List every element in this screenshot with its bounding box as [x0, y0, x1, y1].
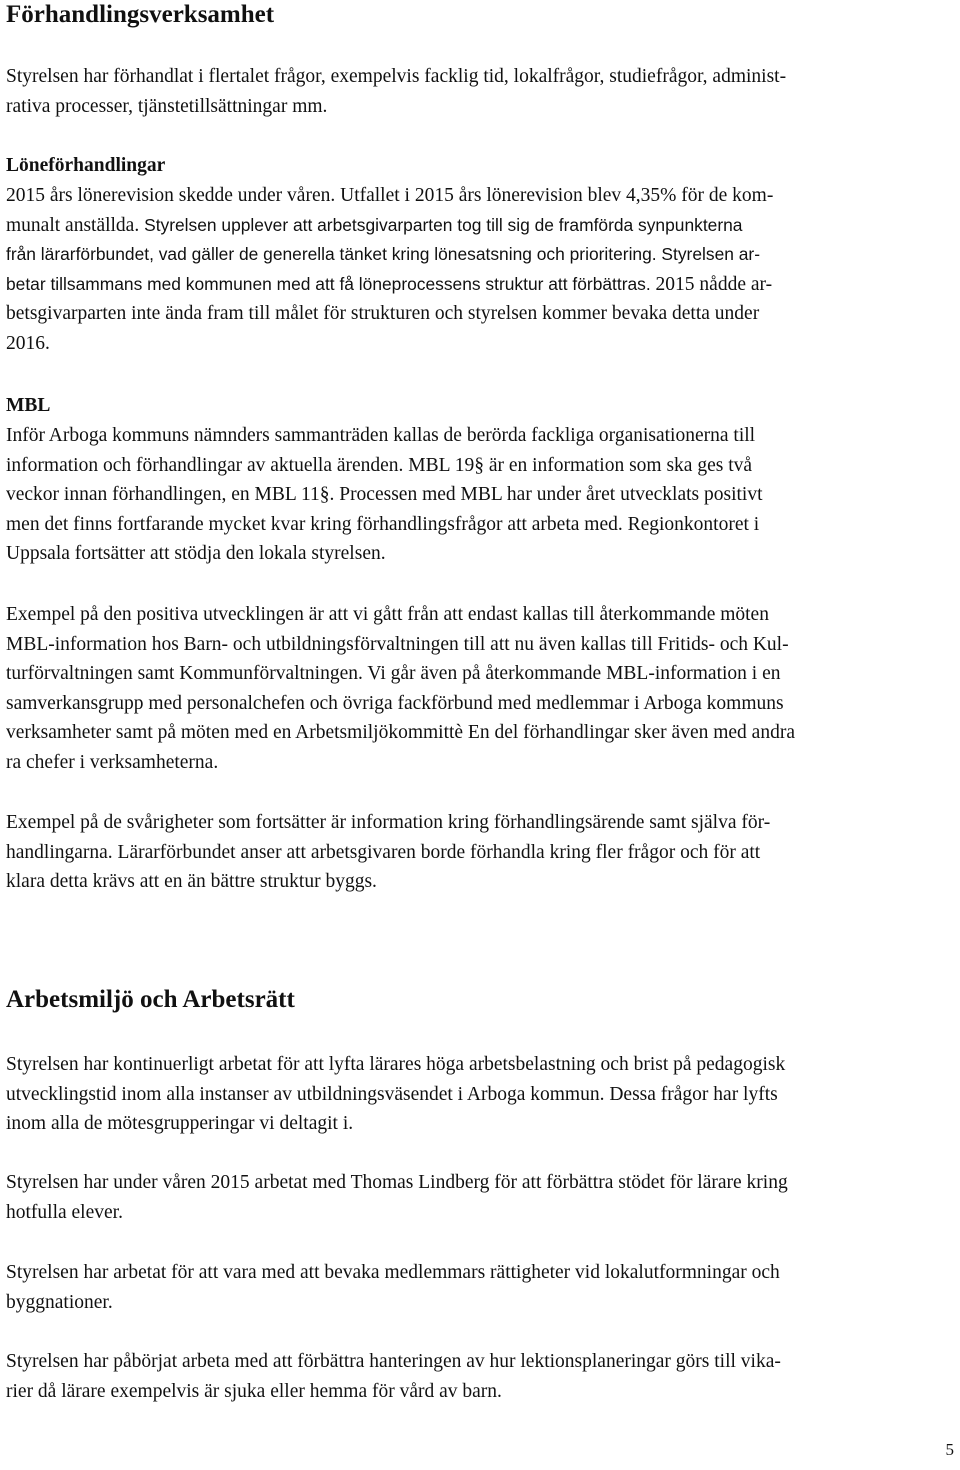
text-line: handlingarna. Lärarförbundet anser att arbetsgivaren borde förhandla kring fler frågor och för att: [6, 841, 761, 863]
page-number: 5: [945, 1440, 954, 1459]
text-line: turförvaltningen samt Kommunförvaltningen. Vi går även på återkommande MBL-information i en: [6, 663, 781, 685]
text-line: utvecklingstid inom alla instanser av utbildningsväsendet i Arboga kommun. Dessa frågor har lyfts: [6, 1083, 778, 1105]
text-line: Inför Arboga kommuns nämnders sammanträden kallas de berörda fackliga organisationerna till: [6, 425, 756, 446]
text-line: Exempel på de svårigheter som fortsätter är information kring förhandlingsärende samt själva för-: [6, 812, 771, 833]
text-line: samverkansgrupp med personalchefen och övriga fackförbund med medlemmar i Arboga kommuns: [6, 692, 784, 714]
intro-paragraph: [6, 62, 956, 121]
section-heading-forhandlingsverksamhet: Förhandlingsverksamhet: [6, 1, 275, 28]
text-line: Uppsala fortsätter att stödja den lokala styrelsen.: [6, 543, 386, 565]
text-line: klara detta krävs att en än bättre struktur byggs.: [6, 871, 377, 893]
text-line: [6, 211, 956, 241]
text-segment: betar tillsammans med kommunen med att få löneprocessens struktur att förbättras.: [6, 273, 656, 294]
text-line: information och förhandlingar av aktuella ärenden. MBL 19§ är en information som ska ges två: [6, 454, 753, 476]
text-line: Styrelsen har förhandlat i flertalet frågor, exempelvis facklig tid, lokalfrågor, studiefrågor, administ-: [6, 66, 787, 87]
arbetsmiljo-paragraph-2: [6, 1168, 956, 1227]
exempel-svarighet-paragraph: [6, 808, 956, 897]
text-line: Styrelsen har kontinuerligt arbetat för att lyfta lärares höga arbetsbelastning och brist på pedagogisk: [6, 1054, 786, 1075]
arbetsmiljo-paragraph-4: [6, 1347, 956, 1406]
text-line: inom alla de mötesgrupperingar vi deltagit i.: [6, 1113, 354, 1135]
text-line: MBL-information hos Barn- och utbildningsförvaltningen till att nu även kallas till Fritids- och Kul-: [6, 633, 789, 655]
loneforhandlingar-paragraph: [6, 181, 956, 359]
subheading-loneforhandlingar: Löneförhandlingar: [6, 155, 166, 176]
text-line: hotfulla elever.: [6, 1201, 123, 1223]
text-line: 2015 års lönerevision skedde under våren. Utfallet i 2015 års lönerevision blev 4,35% för de kom-: [6, 185, 774, 206]
text-line: Exempel på den positiva utvecklingen är att vi gått från att endast kallas till återkommande möten: [6, 604, 769, 625]
text-line: [6, 270, 956, 300]
document-page: [6, 0, 956, 1470]
text-segment: munalt anställda.: [6, 214, 145, 236]
text-segment: Styrelsen upplever att arbetsgivarparten tog till sig de framförda synpunkterna: [144, 214, 743, 235]
exempel-positiv-paragraph: [6, 600, 956, 778]
text-line: rier då lärare exempelvis är sjuka eller hemma för vård av barn.: [6, 1380, 502, 1402]
section-heading-arbetsmiljo: Arbetsmiljö och Arbetsrätt: [6, 986, 295, 1013]
text-line: Styrelsen har arbetat för att vara med att bevaka medlemmars rättigheter vid lokalutformningar och: [6, 1262, 780, 1283]
text-line: 2016.: [6, 332, 50, 354]
text-line: verksamheter samt på möten med en Arbetsmiljökommittè En del förhandlingar sker även med andra: [6, 722, 795, 744]
mbl-paragraph: [6, 421, 956, 569]
subheading-mbl: MBL: [6, 395, 51, 416]
text-line: Styrelsen har under våren 2015 arbetat med Thomas Lindberg för att förbättra stödet för lärare kring: [6, 1172, 788, 1193]
arbetsmiljo-paragraph-1: [6, 1050, 956, 1139]
text-line: från lärarförbundet, vad gäller de generella tänket kring lönesatsning och prioritering. Styrelsen ar-: [6, 244, 761, 265]
text-line: betsgivarparten inte ända fram till målet för strukturen och styrelsen kommer bevaka detta under: [6, 303, 760, 325]
text-line: rativa processer, tjänstetillsättningar mm.: [6, 95, 328, 117]
text-line: ra chefer i verksamheterna.: [6, 751, 219, 773]
text-line: byggnationer.: [6, 1291, 113, 1313]
text-line: Styrelsen har påbörjat arbeta med att förbättra hanteringen av hur lektionsplaneringar görs till vika-: [6, 1351, 781, 1372]
text-line: men det finns fortfarande mycket kvar kring förhandlingsfrågor att arbeta med. Regionkontoret i: [6, 513, 760, 535]
text-segment: 2015 nådde ar-: [655, 273, 773, 295]
arbetsmiljo-paragraph-3: [6, 1258, 956, 1317]
text-line: veckor innan förhandlingen, en MBL 11§. Processen med MBL har under året utvecklats positivt: [6, 484, 763, 506]
